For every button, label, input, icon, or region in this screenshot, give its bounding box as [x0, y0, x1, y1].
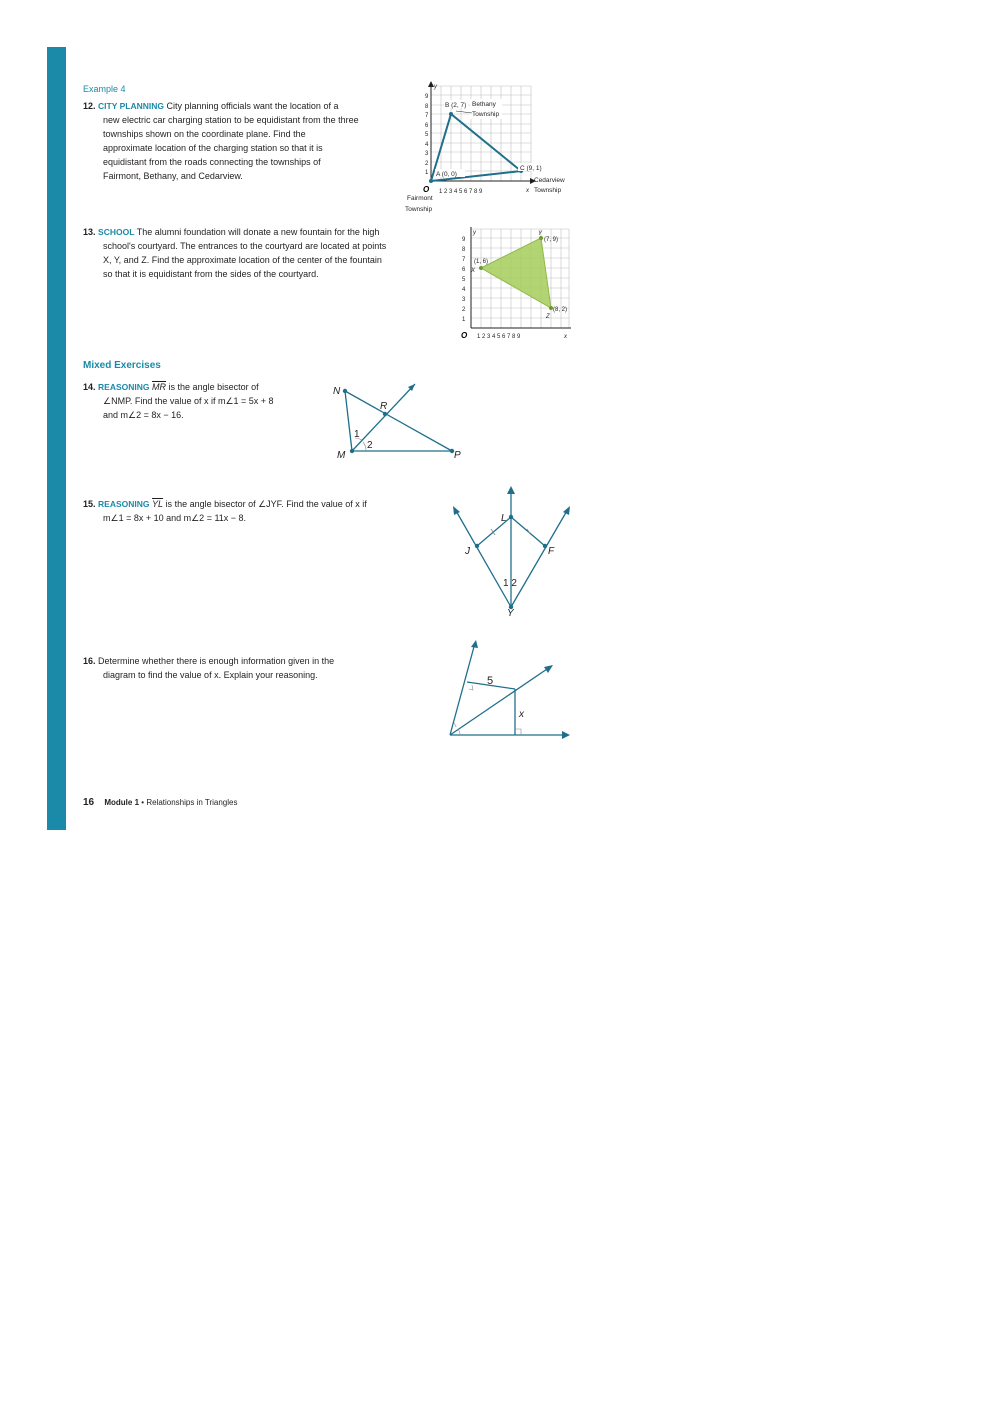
- y-axis-label: y: [434, 84, 437, 90]
- point-c-label: C (9, 1): [520, 165, 542, 172]
- label-n: N: [333, 386, 341, 397]
- graph-courtyard: [455, 225, 580, 345]
- problem-text-line: and m∠2 = 8x − 16.: [103, 410, 184, 420]
- x-axis-label: x: [526, 188, 529, 194]
- y-tick: 2: [425, 161, 429, 167]
- y-tick: 3: [425, 151, 429, 157]
- ray-yl: $\overline{YL}$: [152, 499, 164, 509]
- module-title: Relationships in Triangles: [146, 798, 238, 807]
- label-p: P: [454, 450, 461, 461]
- problem-13: [83, 225, 453, 281]
- problem-14: [83, 380, 323, 422]
- problem-text-line: Fairmont, Bethany, and Cedarview.: [103, 171, 243, 181]
- x-ticks: 1 2 3 4 5 6 7 8 9: [439, 189, 483, 195]
- y-tick: 1: [425, 170, 429, 176]
- y-tick: 1: [462, 317, 466, 323]
- problem-number: 14.: [83, 382, 96, 392]
- mixed-exercises-heading: Mixed Exercises: [83, 360, 161, 371]
- y-tick: 7: [425, 113, 429, 119]
- label-f: F: [548, 546, 555, 557]
- problem-text-line: is the angle bisector of: [168, 382, 259, 392]
- angle-2-label: 2: [367, 440, 373, 451]
- y-tick: 9: [462, 237, 466, 243]
- problem-tag: SCHOOL: [98, 227, 135, 237]
- problem-15: [83, 497, 433, 525]
- bethany-label: Township: [472, 111, 500, 118]
- problem-text-line: The alumni foundation will donate a new fountain for the high: [136, 227, 380, 237]
- problem-text-line: townships shown on the coordinate plane. Find the: [103, 129, 306, 139]
- problem-text-line: new electric car charging station to be equidistant from the three: [103, 115, 359, 125]
- problem-tag: CITY PLANNING: [98, 101, 164, 111]
- problem-text-line: m∠1 = 8x + 10 and m∠2 = 11x − 8.: [103, 513, 247, 523]
- problem-16: [83, 654, 423, 682]
- problem-number: 12.: [83, 101, 96, 111]
- problem-text-line: approximate location of the charging station so that it is: [103, 143, 323, 153]
- angle-labels-1-2: 1 2: [503, 578, 517, 589]
- figure-bisector-distance: [440, 637, 575, 742]
- problem-tag: REASONING: [98, 499, 150, 509]
- cedarview-label: Cedarview: [534, 177, 565, 184]
- point-z-coords: (8, 2): [553, 307, 568, 313]
- origin-label: O: [461, 331, 468, 340]
- problem-text-line: diagram to find the value of x. Explain your reasoning.: [103, 670, 318, 680]
- x-ticks: 1 2 3 4 5 6 7 8 9: [477, 334, 521, 340]
- y-tick: 4: [425, 142, 429, 148]
- cedarview-label: Township: [534, 187, 562, 194]
- page-footer: [83, 797, 237, 808]
- label-j: J: [465, 546, 470, 557]
- graph-townships: [400, 78, 580, 218]
- problem-12: [83, 99, 423, 183]
- y-tick: 7: [462, 257, 466, 263]
- origin-label: O: [423, 185, 430, 194]
- point-y-coords: (7, 9): [544, 237, 559, 243]
- x-axis-label: x: [564, 334, 567, 340]
- angle-1-label: 1: [354, 429, 360, 440]
- label-m: M: [337, 450, 346, 461]
- y-tick: 3: [462, 297, 466, 303]
- figure-angle-nmp: [325, 378, 475, 463]
- ray-mr: $\overline{MR}$: [152, 382, 167, 392]
- problem-text-line: X, Y, and Z. Find the approximate location of the center of the fountain: [103, 255, 382, 265]
- problem-text-line: Determine whether there is enough information given in the: [98, 656, 335, 666]
- problem-number: 16.: [83, 656, 96, 666]
- problem-number: 13.: [83, 227, 96, 237]
- fairmont-label: Fairmont: [407, 195, 433, 202]
- module-label: Module 1: [104, 798, 140, 807]
- example-label: Example 4: [83, 84, 126, 94]
- label-y: Y: [507, 608, 514, 619]
- page-number: 16: [83, 797, 95, 808]
- problem-text-line: so that it is equidistant from the sides of the courtyard.: [103, 269, 319, 279]
- y-tick: 5: [462, 277, 466, 283]
- length-x-label: x: [519, 709, 524, 720]
- y-tick: 2: [462, 307, 466, 313]
- point-x-coords: (1, 6): [474, 259, 489, 265]
- y-tick: 4: [462, 287, 466, 293]
- courtyard-triangle: [481, 238, 551, 308]
- y-tick: 9: [425, 94, 429, 100]
- point-z-label: Z: [546, 314, 550, 320]
- y-tick: 8: [425, 104, 429, 110]
- point-a-label: A (0, 0): [436, 171, 457, 178]
- label-l: L: [501, 513, 507, 524]
- problem-text-line: school's courtyard. The entrances to the courtyard are located at points: [103, 241, 387, 251]
- footer-separator: •: [141, 798, 145, 807]
- y-tick: 5: [425, 132, 429, 138]
- fairmont-label: Township: [405, 206, 433, 213]
- figure-angle-jyf: [445, 485, 575, 620]
- y-axis-label: y: [473, 230, 476, 236]
- y-tick: 6: [425, 123, 429, 129]
- problem-text-line: City planning officials want the location of a: [166, 101, 339, 111]
- label-r: R: [380, 401, 388, 412]
- problem-number: 15.: [83, 499, 96, 509]
- y-tick: 6: [462, 267, 466, 273]
- problem-text-line: equidistant from the roads connecting the townships of: [103, 157, 321, 167]
- y-tick: 8: [462, 247, 466, 253]
- problem-text-line: ∠NMP. Find the value of x if m∠1 = 5x + 8: [103, 396, 274, 406]
- point-y-label: Y: [538, 231, 543, 237]
- bethany-label: Bethany: [472, 101, 496, 108]
- point-b-label: B (2, 7): [445, 102, 467, 109]
- length-5-label: 5: [487, 675, 494, 687]
- point-x-label: X: [471, 268, 476, 274]
- problem-text-line: is the angle bisector of ∠JYF. Find the value of x if: [165, 499, 367, 509]
- sidebar-accent-bar: [47, 47, 66, 830]
- problem-tag: REASONING: [98, 382, 150, 392]
